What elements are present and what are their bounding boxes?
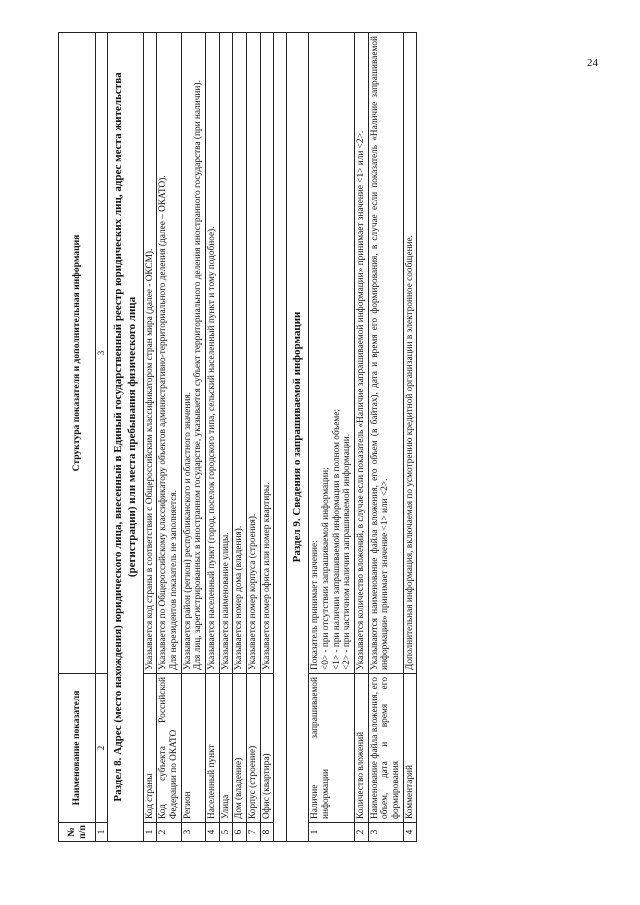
indicator-name: Количество вложений: [354, 674, 368, 823]
description-line: Указываются наименование файла вложения, его объем (в байтах), дата и время его формирования, в случае если показатель «Наличие запрашиваемой информации» принимает значение <1> или <2>.: [369, 36, 391, 670]
indicator-name: Дом (владение): [233, 674, 247, 823]
column-number: 1: [96, 823, 108, 842]
indicator-description: [205, 33, 219, 674]
indicator-name: Регион: [181, 674, 205, 823]
row-number: 1: [143, 823, 157, 842]
description-line: <0> - при отсутствии запрашиваемой информации;: [320, 467, 331, 670]
section-9-title: Раздел 9. Сведения о запрашиваемой информации: [287, 33, 309, 842]
row-number: 8: [260, 823, 274, 842]
row-number: 2: [354, 823, 368, 842]
description-line: Указывается по Общероссийскому классификатору объектов административно-территориального деления (далее – ОКАТО).: [158, 175, 169, 670]
description-line: Указывается наименование улицы.: [220, 532, 231, 670]
indicator-description: [157, 33, 181, 674]
description-line: Указывается номер офиса или номер квартиры.: [261, 482, 272, 670]
indicator-name: Наименование файла вложения, его объем, дата и время его формирования: [368, 674, 403, 823]
indicator-name: Комментарий: [403, 674, 417, 823]
table-row: [233, 33, 247, 842]
row-number: 1: [309, 823, 355, 842]
row-number: 6: [233, 823, 247, 842]
indicator-description: [219, 33, 233, 674]
indicator-description: [143, 33, 157, 674]
table-header-row: [59, 33, 96, 842]
description-line: Указывается район (регион) республиканского и областного значения.: [182, 392, 193, 670]
indicator-description: [233, 33, 247, 674]
section-heading-row: [108, 33, 144, 842]
indicator-description: [368, 33, 403, 674]
indicator-description: [181, 33, 205, 674]
description-line: Дополнительная информация, включаемая по усмотрению кредитной организации в электронное сообщение.: [404, 235, 415, 670]
row-number: 4: [205, 823, 219, 842]
gap-cell: [274, 33, 287, 842]
indicator-name: Корпус (строение): [247, 674, 261, 823]
indicator-description: [403, 33, 417, 674]
row-number: 2: [157, 823, 181, 842]
row-number: 7: [247, 823, 261, 842]
indicator-name: Улица: [219, 674, 233, 823]
section-heading-row: [287, 33, 309, 842]
table-row: [157, 33, 181, 842]
table-row: [403, 33, 417, 842]
description-line: Указывается код страны в соответствии с Общероссийским классификатором стран мира (далее - ОКСМ).: [144, 248, 155, 670]
indicator-name: Код страны: [143, 674, 157, 823]
indicator-name: Населенный пункт: [205, 674, 219, 823]
header-structure: Структура показателя и дополнительная информация: [59, 33, 96, 674]
table-row: [143, 33, 157, 842]
description-line: <2> - при частичном наличии запрашиваемой информации.: [342, 433, 353, 670]
table-row: [219, 33, 233, 842]
indicator-table: [58, 32, 417, 842]
indicator-description: [247, 33, 261, 674]
column-number: 2: [96, 674, 108, 823]
table-row: [247, 33, 261, 842]
indicator-name: Офис (квартира): [260, 674, 274, 823]
section-9-body: [274, 33, 417, 842]
description-line: <1> - при наличии запрашиваемой информации в полном объеме;: [331, 409, 342, 670]
description-line: Указывается количество вложений, в случае если показатель «Наличие запрашиваемой информации» принимает значение <1> или <2>.: [355, 130, 366, 670]
description-line: Указывается номер дома (владения).: [234, 525, 245, 670]
row-number: 3: [181, 823, 205, 842]
description-line: Указывается номер корпуса (строения).: [248, 513, 258, 670]
table-row: [309, 33, 355, 842]
table-row: [181, 33, 205, 842]
description-line: Для нерезидентов показатель не заполняется.: [168, 490, 179, 670]
row-number: 3: [368, 823, 403, 842]
column-number: 3: [96, 33, 108, 674]
section-8-title: Раздел 8. Адрес (место нахождения) юридического лица, внесенный в Единый государственный реестр юридических лиц, адрес места жительства (регистрации) или места пребывания физического лица: [108, 33, 144, 842]
table-row: [368, 33, 403, 842]
table-row: [260, 33, 274, 842]
row-number: 4: [403, 823, 417, 842]
page-number: 24: [587, 57, 598, 69]
description-line: Для лиц, зарегистрированных в иностранном государстве, указывается субъект территориального деления иностранного государства (при наличии).: [193, 80, 204, 670]
row-number: 5: [219, 823, 233, 842]
section-8-body: [108, 33, 274, 842]
column-number-row: [96, 33, 108, 842]
rotated-table-area: [58, 32, 526, 842]
indicator-name: Наличие запрашиваемой информации: [309, 674, 355, 823]
indicator-description: [309, 33, 355, 674]
description-line: Указывается населенный пункт (город, поселок городского типа, сельский населенный пункт и тому подобное).: [206, 226, 217, 670]
table-row: [354, 33, 368, 842]
section-gap-row: [274, 33, 287, 842]
indicator-description: [354, 33, 368, 674]
header-number: № п/п: [59, 823, 96, 842]
indicator-name: Код субъекта Российской Федерации по ОКАТО: [157, 674, 181, 823]
description-line: Показатель принимает значение:: [310, 540, 321, 670]
header-indicator-name: Наименование показателя: [59, 674, 96, 823]
indicator-description: [260, 33, 274, 674]
table-row: [205, 33, 219, 842]
